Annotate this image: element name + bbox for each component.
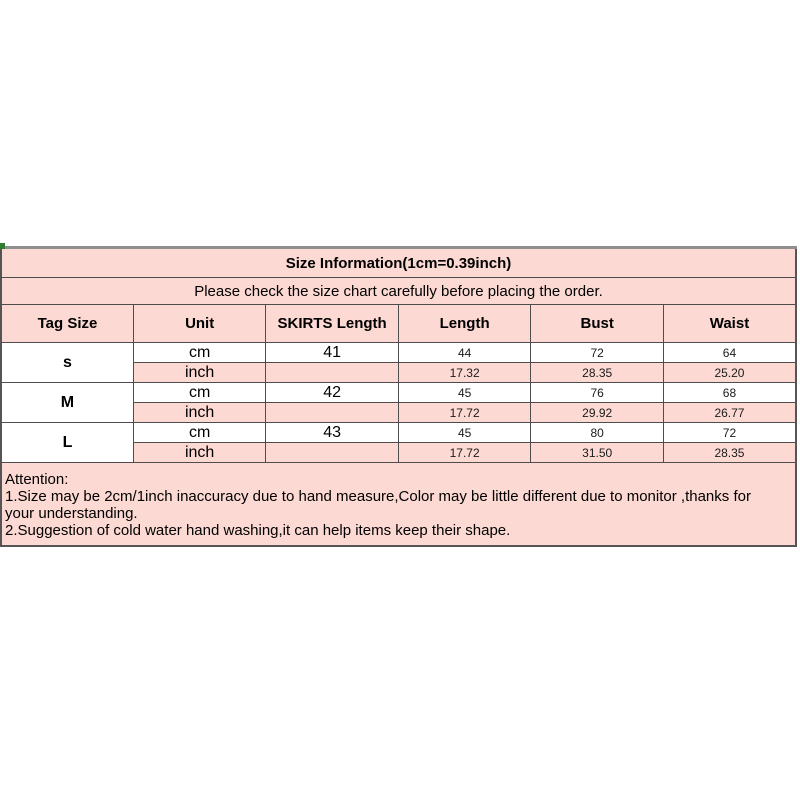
waist-value: 28.35	[663, 443, 796, 463]
selection-marker	[0, 243, 5, 249]
bust-value: 29.92	[531, 403, 664, 423]
size-l-cm-row	[1, 423, 796, 443]
col-header-length: Length	[398, 305, 531, 343]
unit-cell: cm	[133, 383, 265, 403]
bust-value: 80	[531, 423, 664, 443]
table-subtitle: Please check the size chart carefully before placing the order.	[1, 278, 796, 305]
subtitle-row	[1, 278, 796, 305]
table-title: Size Information(1cm=0.39inch)	[1, 248, 796, 278]
bust-value: 28.35	[531, 363, 664, 383]
col-header-skirts-length: SKIRTS Length	[266, 305, 399, 343]
skirts-length-value: 43	[266, 423, 399, 443]
tag-size-l: L	[1, 423, 133, 463]
attention-row	[1, 463, 796, 547]
tag-size-m: M	[1, 383, 133, 423]
col-header-waist: Waist	[663, 305, 796, 343]
unit-cell: cm	[133, 423, 265, 443]
length-value: 44	[398, 343, 531, 363]
length-value: 45	[398, 383, 531, 403]
size-m-cm-row	[1, 383, 796, 403]
bust-value: 76	[531, 383, 664, 403]
unit-cell: inch	[133, 403, 265, 423]
length-value: 45	[398, 423, 531, 443]
bust-value: 72	[531, 343, 664, 363]
title-row	[1, 248, 796, 278]
skirts-length-value	[266, 443, 399, 463]
skirts-length-value	[266, 403, 399, 423]
skirts-length-value: 42	[266, 383, 399, 403]
length-value: 17.32	[398, 363, 531, 383]
col-header-bust: Bust	[531, 305, 664, 343]
skirts-length-value	[266, 363, 399, 383]
attention-line-2: 2.Suggestion of cold water hand washing,it can help items keep their shape.	[5, 522, 511, 539]
size-s-cm-row	[1, 343, 796, 363]
skirts-length-value: 41	[266, 343, 399, 363]
waist-value: 26.77	[663, 403, 796, 423]
tag-size-s: s	[1, 343, 133, 383]
length-value: 17.72	[398, 403, 531, 423]
waist-value: 68	[663, 383, 796, 403]
col-header-unit: Unit	[133, 305, 265, 343]
column-header-row	[1, 305, 796, 343]
size-chart-table	[0, 246, 797, 547]
attention-heading: Attention:	[5, 471, 69, 488]
waist-value: 64	[663, 343, 796, 363]
attention-note	[1, 463, 796, 547]
length-value: 17.72	[398, 443, 531, 463]
unit-cell: cm	[133, 343, 265, 363]
waist-value: 72	[663, 423, 796, 443]
waist-value: 25.20	[663, 363, 796, 383]
unit-cell: inch	[133, 363, 265, 383]
bust-value: 31.50	[531, 443, 664, 463]
col-header-tag-size: Tag Size	[1, 305, 133, 343]
attention-line-1: 1.Size may be 2cm/1inch inaccuracy due to hand measure,Color may be little different due to monitor ,thanks for your understanding.	[5, 488, 751, 522]
unit-cell: inch	[133, 443, 265, 463]
